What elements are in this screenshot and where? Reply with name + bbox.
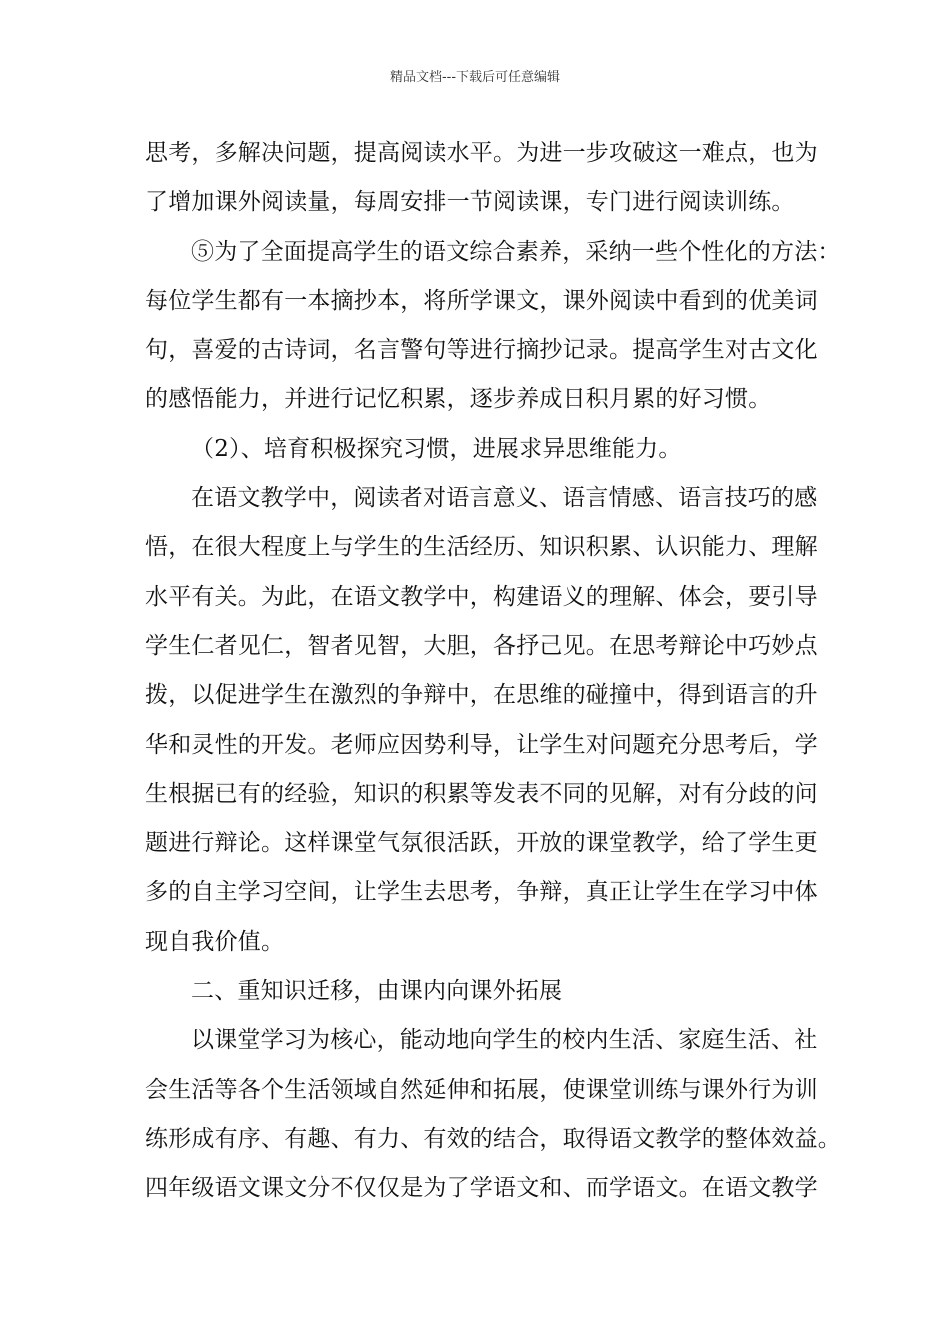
text-line: 生根据已有的经验，知识的积累等发表不同的见解，对有分歧的问	[145, 780, 818, 807]
text-line: 多的自主学习空间，让学生去思考，争辩，真正让学生在学习中体	[145, 879, 818, 906]
text-line: 练形成有序、有趣、有力、有效的结合，取得语文教学的整体效益。	[145, 1125, 841, 1152]
body-text	[145, 129, 841, 1214]
text-line: 华和灵性的开发。老师应因势利导，让学生对问题充分思考后，学	[145, 731, 818, 758]
text-line: 悟，在很大程度上与学生的生活经历、知识积累、认识能力、理解	[145, 534, 818, 561]
text-line: 了增加课外阅读量，每周安排一节阅读课，专门进行阅读训练。	[145, 189, 795, 216]
text-line: 水平有关。为此，在语文教学中，构建语义的理解、体会，要引导	[145, 583, 818, 610]
text-line: 会生活等各个生活领域自然延伸和拓展，使课堂训练与课外行为训	[145, 1076, 818, 1103]
text-line: 思考，多解决问题，提高阅读水平。为进一步攻破这一难点，也为	[145, 140, 818, 166]
text-line: 现自我价值。	[145, 928, 285, 955]
text-line: 拨，以促进学生在激烈的争辩中，在思维的碰撞中，得到语言的升	[145, 682, 818, 709]
text-line: 以课堂学习为核心，能动地向学生的校内生活、家庭生活、社	[191, 1027, 818, 1054]
text-line: 每位学生都有一本摘抄本，将所学课文，课外阅读中看到的优美词	[145, 287, 818, 314]
page-header: 精品文档---下载后可任意编辑	[389, 70, 561, 85]
text-line: 在语文教学中，阅读者对语言意义、语言情感、语言技巧的感	[191, 485, 818, 512]
text-line: 句，喜爱的古诗词，名言警句等进行摘抄记录。提高学生对古文化	[145, 337, 818, 364]
text-line: 四年级语文课文分不仅仅是为了学语文和、而学语文。在语文教学	[145, 1175, 818, 1202]
text-line: 题进行辩论。这样课堂气氛很活跃，开放的课堂教学，给了学生更	[145, 830, 818, 857]
section-heading: （2）、培育积极探究习惯，进展求异思维能力。	[191, 435, 682, 462]
text-line: ⑤为了全面提高学生的语文综合素养，采纳一些个性化的方法：	[191, 238, 841, 265]
text-line: 学生仁者见仁，智者见智，大胆，各抒己见。在思考辩论中巧妙点	[145, 632, 818, 659]
section-heading: 二、重知识迁移，由课内向课外拓展	[191, 978, 563, 1005]
text-line: 的感悟能力，并进行记忆积累，逐步养成日积月累的好习惯。	[145, 386, 772, 413]
